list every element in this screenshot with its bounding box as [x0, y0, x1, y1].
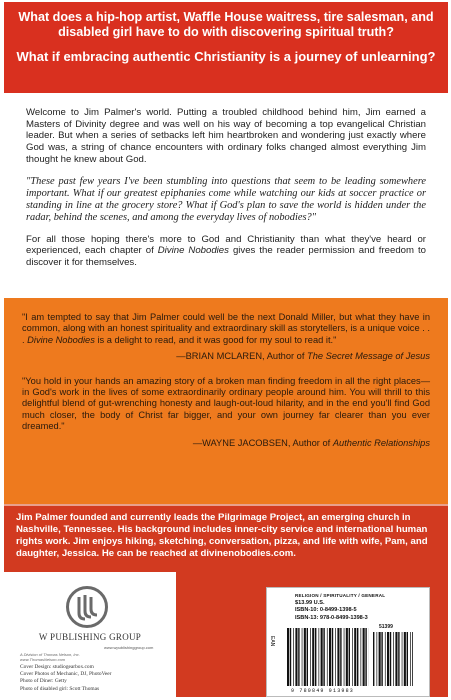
category-label: RELIGION / SPIRITUALITY / GENERAL	[295, 593, 386, 598]
endorsement-1-start: "I am tempted to say that Jim Palmer could well be the next Donald Miller, but what they have in common, along with an honest spirituality and extraordinary skill as storytellers, is a unique voice . . .	[22, 312, 430, 345]
header-question-1: What does a hip-hop artist, Waffle House waitress, tire salesman, and disabled girl have to do with discovering spiritual truth?	[18, 10, 434, 39]
endorsement-1-title: Divine Nobodies	[27, 334, 95, 345]
endorsement-1-attribution	[22, 351, 430, 362]
paragraph-3-start: For all those hoping there's more to God and Christianity than what they've heard or experienced, each chapter of	[26, 233, 426, 257]
publisher-logo-icon	[66, 586, 108, 628]
price-info	[295, 592, 385, 622]
publisher-parent-line-1: A Division of Thomas Nelson, Inc.	[20, 652, 80, 657]
endorsement-1-text	[22, 312, 430, 346]
isbn-10: ISBN-10: 0-8499-1398-5	[295, 607, 357, 614]
ean-label: EAN	[269, 636, 275, 647]
paragraph-3-end: gives the reader permission and freedom to discover it for themselves.	[26, 245, 427, 268]
endorsement-2-attribution	[22, 438, 430, 449]
endorsement-2-work: Authentic Relationships	[332, 437, 430, 448]
book-description	[4, 98, 448, 298]
price-barcode-icon	[373, 632, 413, 686]
endorsement-2-start: "You hold in your hands an amazing story of a broken man finding freedom in all the right places—in God's work in the lives of some extraordinarily ordinary people around him. You will thrill to this delightful blend of gut-wrenching honesty and laugh-out-loud hilarity, and in the end you'll find God much closer, the body of Christ far bigger, and your own journey far clearer than you ever dreamed."	[22, 375, 430, 432]
endorsement-1-work: The Secret Message of Jesus	[307, 351, 430, 362]
barcode-digits: 9 780849 913983	[291, 688, 355, 694]
cover-credits	[20, 664, 111, 693]
author-bio: Jim Palmer founded and currently leads the Pilgrimage Project, an emerging church in Nashville, Tennessee. His background includes inner-city service and international human rights work. Jim enjoys hiking, sketching, conversation, pizza, and life with wife, Pam, and daughter, Jessica. He can be reached at divinenobodies.com.	[16, 512, 428, 559]
description-quote: "These past few years I've been stumbling into questions that seem to be leading somewhere important. What if our greatest epiphanies come while watching our kids at soccer practice or standing in line at the grocery store? What if God's plan to save the world is hidden under the radar, behind the scenes, and among the everyday lives of nobodies?"	[26, 175, 426, 223]
header-questions	[4, 2, 448, 96]
endorsement-2-author: —WAYNE JACOBSEN, Author of	[192, 437, 333, 448]
credit-line: Cover Photos of Mechanic, DJ, PhotoVeer	[20, 671, 112, 678]
endorsements-panel	[4, 298, 448, 504]
author-bio-band	[4, 504, 448, 697]
header-question-2: What if embracing authentic Christianity is a journey of unlearning?	[16, 49, 436, 64]
credit-line: Photo of disabled girl: Scott Thomas	[20, 685, 100, 692]
barcode-icon	[287, 628, 369, 686]
book-back-cover	[4, 2, 448, 697]
description-paragraph-1: Welcome to Jim Palmer's world. Putting a troubled childhood behind him, Jim earned a Masters of Divinity degree and was well on his way of becoming a top evangelical Christian leader. But when a series of setbacks left him heartbroken and wondering just exactly where God was, a string of chance encounters with ordinary folks changed almost everything Jim thought he knew about God.	[26, 107, 426, 165]
publisher-name: W PUBLISHING GROUP	[38, 632, 142, 642]
endorsement-1-author: —BRIAN MCLAREN, Author of	[176, 351, 308, 362]
description-paragraph-3	[26, 234, 426, 269]
credit-line: Cover Design: studiogearbox.com	[20, 664, 94, 670]
book-title: Divine Nobodies	[157, 245, 229, 257]
endorsement-1-end: is a delight to read, and it was good for my soul to read it."	[94, 334, 337, 345]
publisher-parent-line-2: www.ThomasNelson.com	[20, 657, 66, 662]
barcode-area	[266, 587, 430, 697]
publisher-url: www.wpublishinggroup.com	[104, 645, 154, 650]
price-label: $13.99 U.S.	[295, 599, 325, 606]
credit-line: Photo of Diner: Getty	[20, 678, 67, 685]
publisher-box	[4, 572, 176, 699]
publisher-parent	[20, 652, 80, 662]
price-code: 51399	[379, 624, 393, 630]
isbn-13: ISBN-13: 978-0-8499-1398-3	[295, 614, 368, 621]
endorsement-2-text	[22, 376, 430, 433]
